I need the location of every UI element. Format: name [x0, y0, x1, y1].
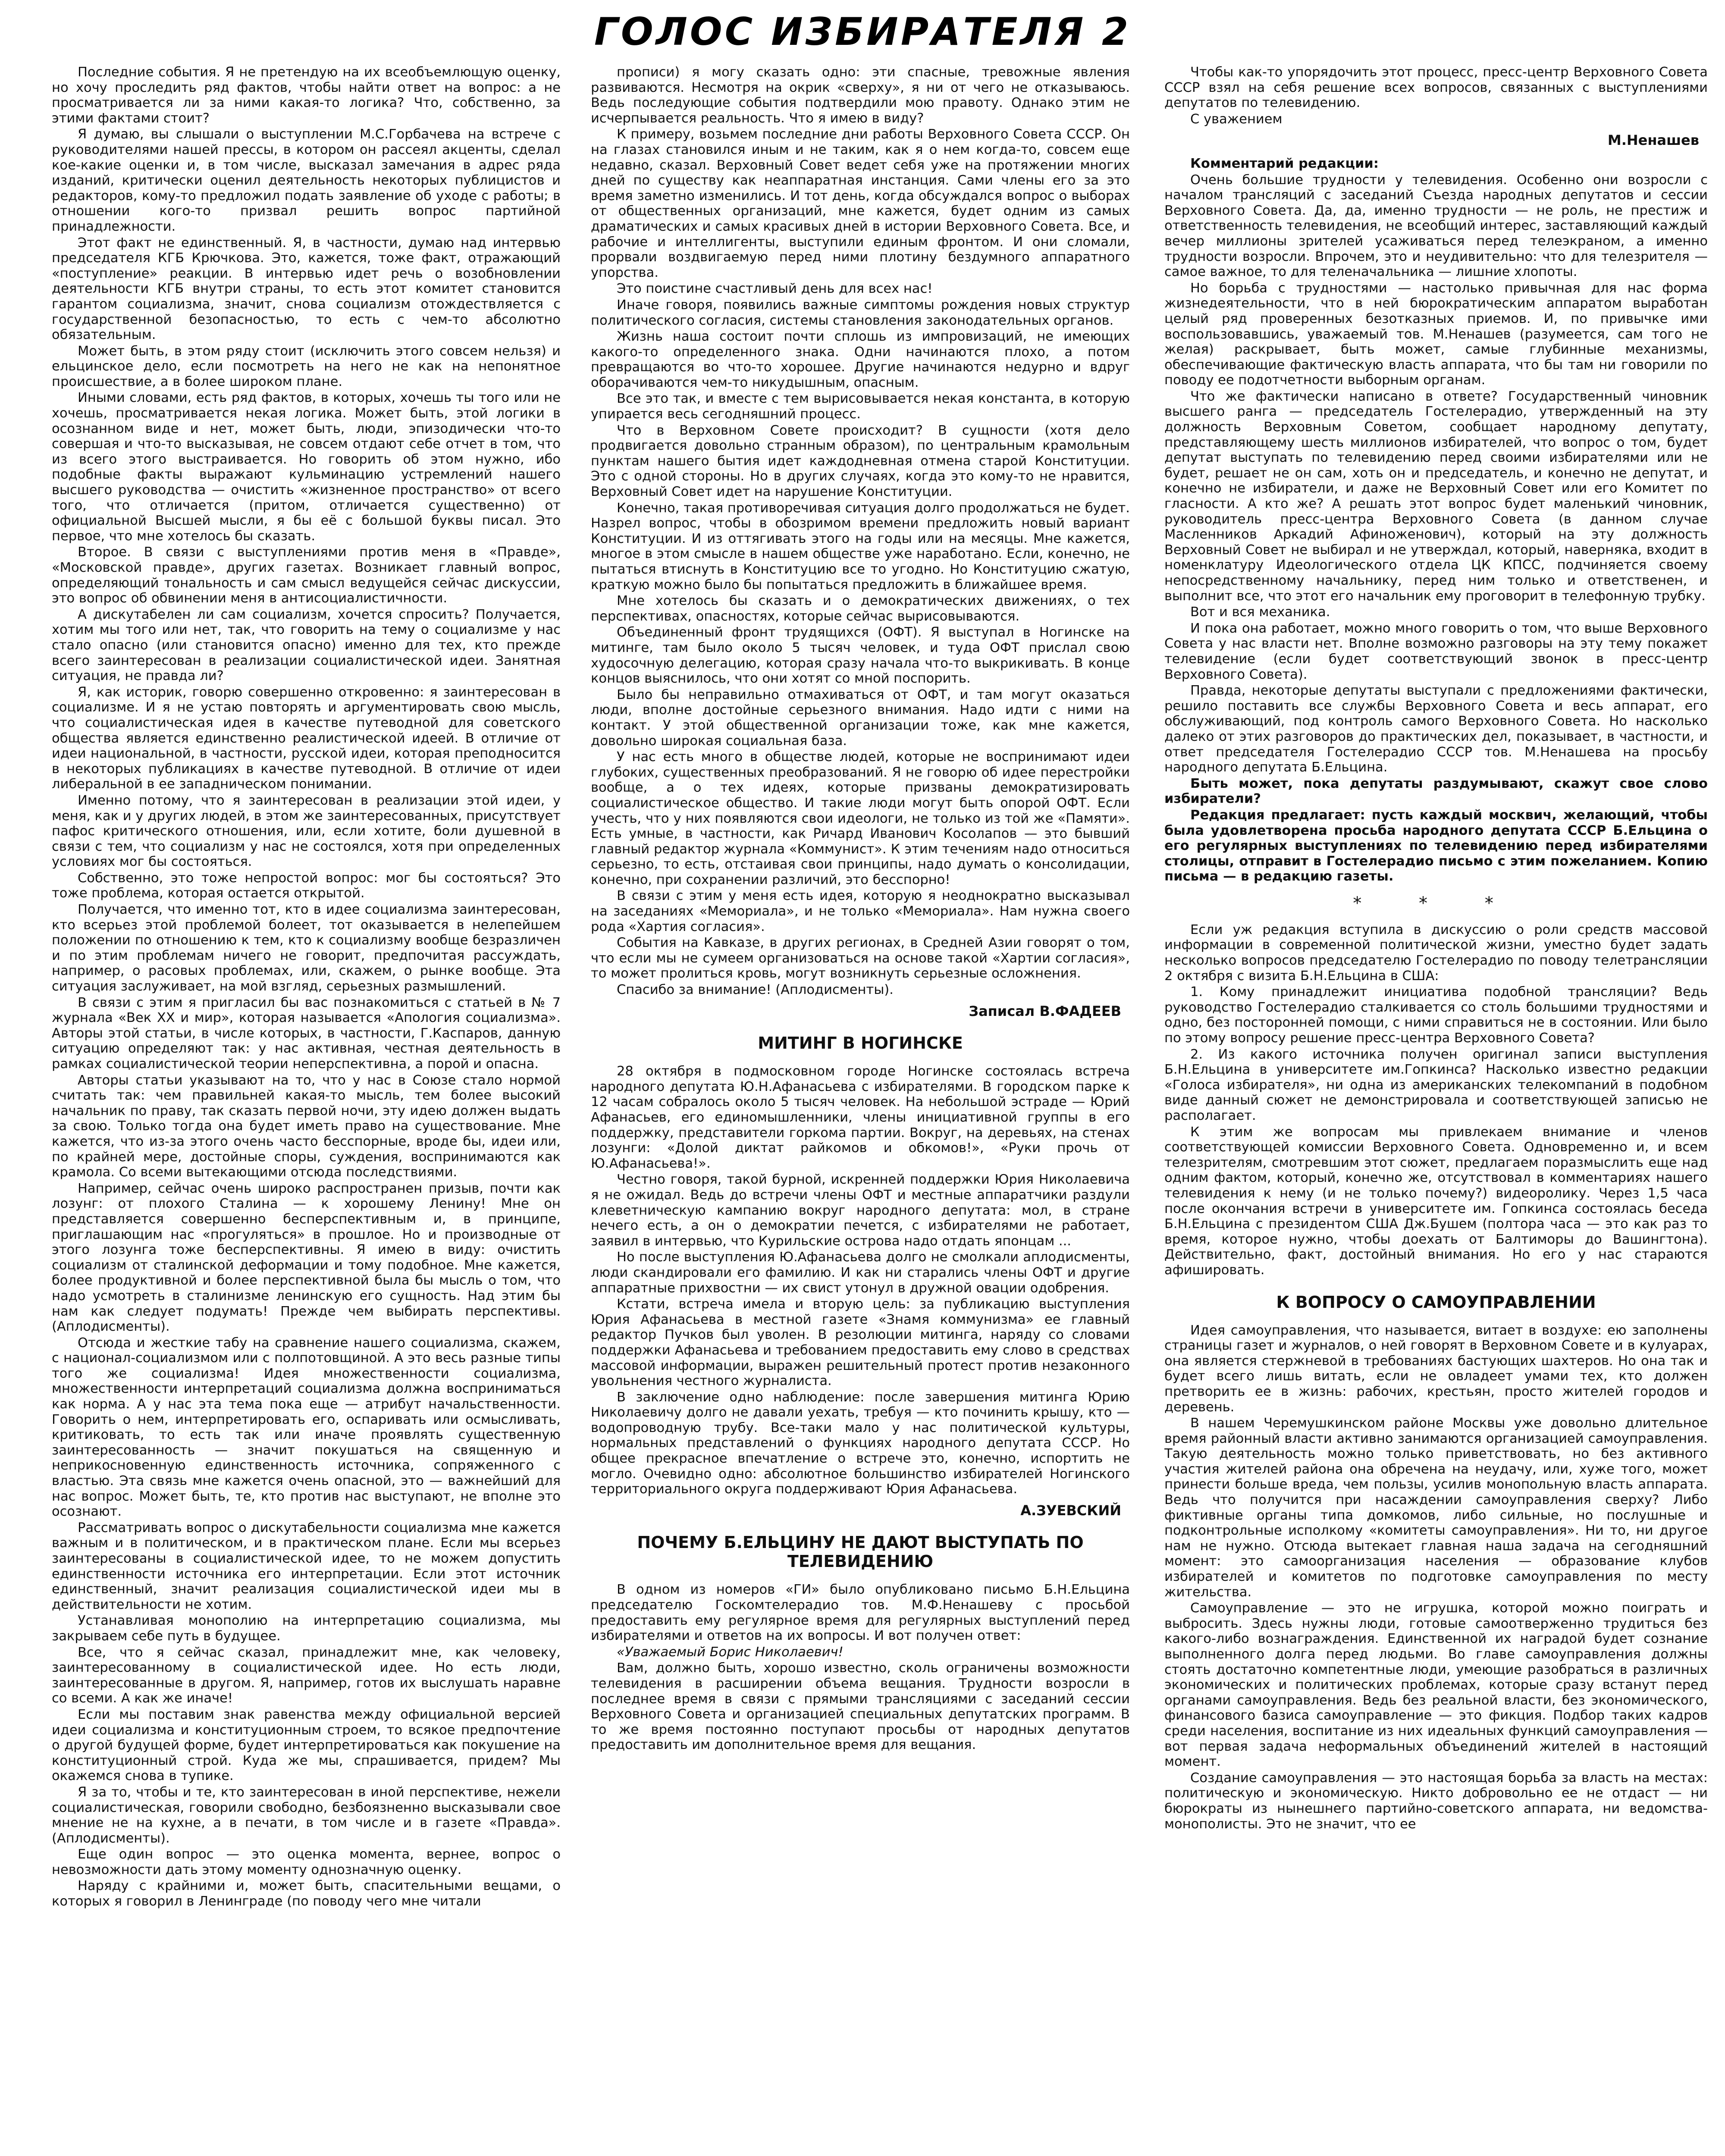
- article-paragraph: Спасибо за внимание! (Аплодисменты).: [617, 982, 894, 998]
- article-paragraph: Авторы статьи указывают на то, что у нас в Союзе стало нормой считать так: чем правильней какая-то мысль, тем более высокий начальник по праву, так сказать первой ночи, эту идею должен выдать за свою. Только тогда она будет иметь право на существование. Мне кажется, что из-за этого очень часто бесспорные, вроде бы, идеи или, по крайней мере, достойные споры, суждения, воспринимаются как крамола. Со всеми вытекающими отсюда последствиями.: [52, 1072, 561, 1180]
- article-paragraph: Честно говоря, такой бурной, искренней поддержки Юрия Николаевича я не ожидал. Ведь до встречи члены ОФТ и местные аппаратчики раздули клеветническую кампанию вокруг народного депутата: мол, в стране нечего есть, а он о демократии печется, с избирателями не работает, заявил в интервью, что Курильские острова надо отдать японцам ...: [591, 1172, 1130, 1249]
- article-paragraph: Именно потому, что я заинтересован в реализации этой идеи, у меня, как и у других людей, в этом же заинтересованных, присутствует пафос критического отношения, или, если хотите, боли душевной в связи с тем, что социализм у нас не состоялся, хотя при определенных условиях мог бы состояться.: [52, 793, 561, 870]
- article-paragraph: Объединенный фронт трудящихся (ОФТ). Я выступал в Ногинске на митинге, там было около 5 тысяч человек, и туда ОФТ прислал свою худосочную делегацию, которая сразу начала что-то выкрикивать. В конце концов выяснилось, что они хотят со мной поспорить.: [591, 625, 1130, 686]
- article-paragraph: Мне хотелось бы сказать и о демократических движениях, о тех перспективах, опасностях, которые сейчас вырисовываются.: [591, 593, 1130, 624]
- section-title-yeltsin-tv: ПОЧЕМУ Б.ЕЛЬЦИНУ НЕ ДАЮТ ВЫСТУПАТЬ ПО ТЕЛЕВИДЕНИЮ: [637, 1533, 1084, 1571]
- section-title-self-government: К ВОПРОСУ О САМОУПРАВЛЕНИИ: [1276, 1292, 1596, 1312]
- article-signature: Записал В.ФАДЕЕВ: [969, 1003, 1121, 1019]
- letter-regards: С уважением: [1190, 111, 1283, 127]
- column-1: [52, 65, 561, 2156]
- article-paragraph: К примеру, возьмем последние дни работы Верховного Совета СССР. Он на глазах становился иным и не таким, как я о нем когда-то, совсем еще недавно, сказал. Верховный Совет ведет себя уже на протяжении многих дней по существу как неаппаратная инстанция. Сами члены его за это время заметно изменились. И тот день, когда обсуждался вопрос о выборах от общественных организаций, мне кажется, будет одним из самых драматических и самых красивых дней в истории Верховного Совета. Все, и рабочие и интеллигенты, выступили единым фронтом. И они сломали, прорвали воздвигаемую перед ними плотину бездумного аппаратного упорства.: [591, 127, 1130, 280]
- article-paragraph: Может быть, в этом ряду стоит (исключить этого совсем нельзя) и ельцинское дело, если посмотреть на него не как на непонятное происшествие, а в более широком плане.: [52, 343, 561, 389]
- article-paragraph: В заключение одно наблюдение: после завершения митинга Юрию Николаевичу долго не давали уехать, требуя — кто починить крышу, кто — водопроводную трубу. Все-таки мало у нас политической культуры, нормальных представлений о функциях народного депутата СССР. Но общее прекрасное впечатление о встрече это, конечно, испортить не могло. Очевидно одно: абсолютное большинство избирателей Ногинского территориального округа поддерживают Юрия Афанасьева.: [591, 1389, 1130, 1497]
- article-paragraph: А дискутабелен ли сам социализм, хочется спросить? Получается, хотим мы того или нет, так, что говорить на тему о социализме у нас стало опасно (или становится опасно) именно для тех, кто прежде всего заинтересован в реализации социалистической идеи. Занятная ситуация, не правда ли?: [52, 607, 561, 684]
- article-paragraph: прописи) я могу сказать одно: эти спасные, тревожные явления развиваются. Несмотря на окрик «сверху», я ни от чего не отказываюсь. Ведь последующие события подтвердили мою правоту. Однако этим не исчерпывается реальность. Что я имею в виду?: [591, 65, 1130, 126]
- article-paragraph: Конечно, такая противоречивая ситуация долго продолжаться не будет. Назрел вопрос, чтобы в обозримом времени предложить новый вариант Конституции. И из оттягивать этого на годы или на месяцы. Мне кажется, многое в этом смысле в нашем обществе уже наработано. Если, конечно, не пытаться втиснуть в Конституцию все то угодно. Но Конституцию сжатую, краткую можно было бы попытаться предложить в ближайшее время.: [591, 500, 1130, 592]
- article-paragraph: Идея самоуправления, что называется, витает в воздухе: ею заполнены страницы газет и журналов, о ней говорят в Верховном Совете и в кулуарах, она является стержневой в требованиях бастующих шахтеров. Но она так и будет всего лишь витать, если не овладеет умами тех, кто должен претворить ее в жизнь: рабочих, крестьян, просто жителей городов и деревень.: [1164, 1322, 1708, 1415]
- article-paragraph: Все это так, и вместе с тем вырисовывается некая константа, в которую упирается весь сегодняшний процесс.: [591, 391, 1130, 422]
- article-paragraph: Было бы неправильно отмахиваться от ОФТ, и там могут оказаться люди, вполне достойные серьезного внимания. Надо идти с ними на контакт. У этой общественной организации тоже, как мне кажется, довольно широкая социальная база.: [591, 687, 1130, 749]
- article-paragraph: И пока она работает, можно много говорить о том, что выше Верховного Совета у нас власти нет. Вполне возможно разговоры на эту тему покажет телевидение (если будет соответствующий звонок в пресс-центр Верховного Совета).: [1164, 620, 1708, 682]
- article-paragraph: Иными словами, есть ряд фактов, в которых, хочешь ты того или не хочешь, просматривается некая логика. Может быть, этой логики в осознанном виде и нет, может быть, люди, эпизодически что-то совершая и что-то высказывая, не совсем отдают себе отчет в том, что из всего этого выстраивается. Но говорить об этом нужно, ибо подобные факты выражают кульминацию устремлений нашего высшего руководства — очистить «жизненное пространство» от всего того, что отличается (притом, отличается существенно) от официальной Высшей мысли, я бы её с большой буквы писал. Это первое, что мне хотелось бы сказать.: [52, 390, 561, 544]
- article-paragraph: 28 октября в подмосковном городе Ногинске состоялась встреча народного депутата Ю.Н.Афанасьева с избирателями. В городском парке к 12 часам собралось около 5 тысяч человек. На небольшой эстраде — Юрий Афанасьев, его единомышленники, члены инициативной группы в его поддержку, представители горкома партии. Вокруг, на деревьях, на стенах лозунги: «Долой диктат райкомов и обкомов!», «Руки прочь от Ю.Афанасьева!».: [591, 1064, 1130, 1171]
- section-title-noginsk: МИТИНГ В НОГИНСКЕ: [758, 1034, 963, 1053]
- article-paragraph: Я, как историк, говорю совершенно откровенно: я заинтересован в социализме. И я не устаю повторять и аргументировать свою мысль, что социалистическая идея в качестве путеводной для советского общества является единственно реалистической идеей. В отличие от идеи национальной, в частности, русской идеи, которая преподносится в некоторых публикациях в качестве путеводной. В отличие от идеи либеральной в ее западническом понимании.: [52, 684, 561, 792]
- letter-signature: М.Ненашев: [1607, 132, 1699, 149]
- article-paragraph: В одном из номеров «ГИ» было опубликовано письмо Б.Н.Ельцина председателю Госкомтелерадио тов. М.Ф.Ненашеву с просьбой предоставить ему регулярное время для регулярных выступлений перед избирателями и ответов на их вопросы. И вот получен ответ:: [591, 1582, 1130, 1644]
- article-paragraph: Еще один вопрос — это оценка момента, вернее, вопрос о невозможности дать этому моменту однозначную оценку.: [52, 1847, 561, 1877]
- article-paragraph: В связи с этим у меня есть идея, которую я неоднократно высказывал на заседаниях «Мемориала», и не только «Мемориала». Нам нужна своего рода «Хартия согласия».: [591, 888, 1130, 934]
- article-paragraph: Чтобы как-то упорядочить этот процесс, пресс-центр Верховного Совета СССР взял на себя решение всех вопросов, связанных с выступлениями депутатов по телевидению.: [1164, 65, 1708, 111]
- article-paragraph: Собственно, это тоже непростой вопрос: мог бы состояться? Это тоже проблема, которая остается открытой.: [52, 870, 561, 901]
- article-paragraph: Рассматривать вопрос о дискутабельности социализма мне кажется важным и в политическом, и в практическом плане. Если мы всерьез заинтересованы в социалистической идее, то не можем допустить единственности источника его интерпретации. Если этот источник единственный, значит реализация социалистической идеи мы в действительности не хотим.: [52, 1520, 561, 1612]
- article-paragraph: События на Кавказе, в других регионах, в Средней Азии говорят о том, что если мы не сумеем организоваться на основе такой «Хартии согласия», то может пролиться кровь, могут возникнуть серьезные осложнения.: [591, 935, 1130, 981]
- article-paragraph: Например, сейчас очень широко распространен призыв, почти как лозунг: от плохого Сталина — к хорошему Ленину! Мне он представляется совершенно бесперспективным и, в принципе, приглашающим нас «прогуляться» в прошлое. Но и производные от этого лозунга тоже бесперспективны. Я имею в виду: очистить социализм от сталинской деформации и тому подобное. Мне кажется, более продуктивной и более перспективной была бы мысль о том, что надо усмотреть в сталинизме ленинскую его сущность. Над этим бы нам как следует подумать! Прежде чем выбирать перспективы. (Аплодисменты).: [52, 1181, 561, 1335]
- article-paragraph: В связи с этим я пригласил бы вас познакомиться с статьей в № 7 журнала «Век XX и мир», которая называется «Апология социализма». Авторы этой статьи, в числе которых, в частности, Г.Каспаров, данную ситуацию определяют так: у нас активная, честная деятельность в рамках социалистической теории неперспективна, а порой и опасна.: [52, 995, 561, 1072]
- article-paragraph: Жизнь наша состоит почти сплошь из импровизаций, не имеющих какого-то определенного знака. Одни начинаются плохо, а потом превращаются во что-то хорошее. Другие начинаются недурно и вдруг оборачиваются чем-то никудышным, опасным.: [591, 329, 1130, 390]
- article-paragraph: К этим же вопросам мы привлекаем внимание и членов соответствующей комиссии Верховного Совета. Одновременно и, и всем телезрителям, смотревшим этот сюжет, предлагаем поразмыслить еще над одним фактом, который, конечно же, отсутствовал в комментариях нашего телевидения к нему (и не только почему?) видеоролику. Через 1,5 часа после окончания встречи в университете им. Гопкинса состоялась беседа Б.Н.Ельцина с президентом США Дж.Бушем (полтора часа — это как раз то время, которое нужно, чтобы доехать от Балтиморы до Вашингтона). Действительно, факт, достойный внимания. Но его у нас стараются афишировать.: [1164, 1124, 1708, 1278]
- article-paragraph: Вам, должно быть, хорошо известно, сколь ограничены возможности телевидения в расширении объема вещания. Трудности возросли в последнее время в связи с прямыми трансляциями с заседаний сессии Верховного Совета и организацией специальных депутатских программ. В то же время постоянно поступают просьбы от народных депутатов предоставить им дополнительное время для вещания.: [591, 1661, 1130, 1753]
- article-paragraph: 2. Из какого источника получен оригинал записи выступления Б.Н.Ельцина в университете им.Гопкинса? Насколько известно редакции «Голоса избирателя», ни одна из американских телекомпаний в подобном виде данный сюжет не демонстрировала и соответствующей записью не располагает.: [1164, 1047, 1708, 1123]
- article-paragraph: Очень большие трудности у телевидения. Особенно они возросли с началом трансляций с заседаний Съезда народных депутатов и сессии Верховного Совета. Да, да, именно трудности — не роль, не престиж и ответственность телевидения, не всеобщий интерес, заставляющий каждый вечер миллионы зрителей усаживаться перед телеэкраном, а именно трудности возросли. Впрочем, это и неудивительно: что для телезрителя — самое важное, то для теленачальника — лишние хлопоты.: [1164, 172, 1708, 280]
- article-paragraph: Получается, что именно тот, кто в идее социализма заинтересован, кто всерьез этой проблемой болеет, тот оказывается в нелепейшем положении по отношению к тем, кто к социализму вообще безразличен и по этим проблемам ничего не говорит, предпочитая рассуждать, например, о расовых проблемах, или, скажем, о рынке вообще. Эта ситуация заслуживает, на мой взгляд, серьезных размышлений.: [52, 902, 561, 994]
- article-paragraph: Второе. В связи с выступлениями против меня в «Правде», «Московской правде», других газетах. Возникает главный вопрос, определяющий тональность и сам смысл ведущейся сейчас дискуссии, это вопрос об обвинении меня в антисоциалистичности.: [52, 545, 561, 606]
- article-paragraph: Но борьба с трудностями — настолько привычная для нас форма жизнедеятельности, что в ней бюрократическим аппаратом выработан целый ряд проверенных безотказных приемов. И, по привычке ими воспользовавшись, уважаемый тов. М.Ненашев (разумеется, сам того не желая) раскрывает, быть может, самые глубинные механизмы, обеспечивающие фактическую власть аппарата, что бы там ни говорили по поводу ее подотчетности выборным органам.: [1164, 280, 1708, 388]
- article-paragraph: Этот факт не единственный. Я, в частности, думаю над интервью председателя КГБ Крючкова. Это, кажется, тоже факт, отражающий «поступление» реакции. В интервью идет речь о возобновлении деятельности КГБ внутри страны, то есть этот комитет становится гарантом социализма, значит, снова социализм отождествляется с государственной безопасностью, то есть с чем-то абсолютно обязательным.: [52, 235, 561, 343]
- article-paragraph: Все, что я сейчас сказал, принадлежит мне, как человеку, заинтересованному в социалистической идее. Но есть люди, заинтересованные в другом. Я, например, готов их выслушать наравне со всеми. А как же иначе!: [52, 1645, 561, 1706]
- article-paragraph: Отсюда и жесткие табу на сравнение нашего социализма, скажем, с национал-социализмом или с полпотовщиной. А это весь разные типы того же социализма! Идея множественности социализма, множественности интерпретаций социализма должна восприниматься как норма. А у нас эта тема пока еще — атрибут начальственности. Говорить о нем, интерпретировать его, оспаривать или осмысливать, критиковать, то есть так или иначе проявлять существенную заинтересованность — значит покушаться на священную и неприкосновенную единственность источника, сопряженного с властью. Эта связь мне кажется очень опасной, это — важнейший для нас вопрос. Может быть, те, кто против нас выступают, не вполне это осознают.: [52, 1335, 561, 1520]
- article-paragraph: Что в Верховном Совете происходит? В сущности (хотя дело продвигается довольно странным образом), по центральным крамольным пунктам нашего бытия идет каждодневная отмена старой Конституции. Это с одной стороны. Но в других случаях, когда это кому-то не нравится, Верховный Совет идет на нарушение Конституции.: [591, 423, 1130, 500]
- article-paragraph: Я думаю, вы слышали о выступлении М.С.Горбачева на встрече с руководителями нашей прессы, в котором он рассеял акценты, сделал кое-какие оценки и, в том числе, высказал замечания в адрес ряда изданий, критически оценил деятельность некоторых публицистов и редакторов, кому-то предложил подать заявление об уходе с работы; в отношении кого-то призвал решить вопрос партийной принадлежности.: [52, 127, 561, 234]
- column-2: [591, 65, 1130, 2156]
- column-3: [1164, 65, 1708, 2156]
- article-paragraph: Если мы поставим знак равенства между официальной версией идеи социализма и конституционным строем, то всякое предпочтение о другой будущей форме, будет интерпретироваться как покушение на конституционный строй. Куда же мы, спрашивается, придем? Мы окажемся снова в тупике.: [52, 1707, 561, 1784]
- article-paragraph: Но после выступления Ю.Афанасьева долго не смолкали аплодисменты, люди скандировали его фамилию. И как ни старались члены ОФТ и другие аппаратные прихвостни — их свист утонул в дружной овации одобрения.: [591, 1250, 1130, 1296]
- article-paragraph: Правда, некоторые депутаты выступали с предложениями фактически, решило поставить все службы Верховного Совета и весь аппарат, его обслуживающий, под контроль самого Верховного Совета. Но насколько далеко от этих разговоров до практических дел, показывает, в частности, и ответ председателя Гостелерадио СССР тов. М.Ненашева на просьбу народного депутата Б.Ельцина.: [1164, 683, 1708, 775]
- article-paragraph: Быть может, пока депутаты раздумывают, скажут свое слово избиратели?: [1164, 776, 1708, 807]
- article-paragraph: Самоуправление — это не игрушка, которой можно поиграть и выбросить. Здесь нужны люди, готовые самоотверженно трудиться без какого-либо вознаграждения. Единственной их наградой будет сознание выполненного долга перед людьми. Во главе самоуправления должны стоять достаточно компетентные люди, умеющие разобраться в различных экономических и политических проблемах, которые сразу встанут перед органами самоуправления. Ведь без реальной власти, без экономического, финансового базиса самоуправление — это фикция. Подбор таких кадров среди населения, воспитание из них идеальных функций самоуправления — вот первая задача неформальных объединений жителей в настоящий момент.: [1164, 1601, 1708, 1770]
- article-paragraph: Что же фактически написано в ответе? Государственный чиновник высшего ранга — председатель Гостелерадио, утвержденный на эту должность Верховным Советом, сообщает народному депутату, представляющему шесть миллионов избирателей, что вопрос о том, будет депутат выступать по телевидению перед своими избирателями или не будет, решает не он сам, хоть он и председатель, и конечно не депутат, и конечно не избиратели, и даже не Верховный Совет или его Комитет по гласности. А кто же? А решать этот вопрос будет маленький чиновник, руководитель пресс-центра Верховного Совета (в данном случае Масленников Аркадий Афиноженович), который на эту должность Верховный Совет не выбирал и не утверждал, который, наверняка, входит в номенклатуру Идеологического отдела ЦК КПСС, подчиняется своему непосредственному начальнику, перед ним только и ответственен, и выполнит все, что этот его начальник ему проговорит в телефонную трубку.: [1164, 389, 1708, 604]
- article-signature: А.ЗУЕВСКИЙ: [1020, 1502, 1121, 1519]
- article-paragraph: Я за то, чтобы и те, кто заинтересован в иной перспективе, нежели социалистическая, говорили свободно, безбоязненно высказывали свое мнение не на кухне, а в печати, в том числе и в газете «Правда». (Аплодисменты).: [52, 1784, 561, 1846]
- article-paragraph: У нас есть много в обществе людей, которые не воспринимают идеи глубоких, существенных преобразований. Я не говорю об идее перестройки вообще, а о тех идеях, которые призваны демократизировать социалистическое общество. И такие люди могут быть опорой ОФТ. Если учесть, что у них появляются свои идеологи, не только из той же «Памяти». Есть умные, в частности, как Ричард Иванович Косолапов — это бывший главный редактор журнала «Коммунист». К этим течениям надо относиться серьезно, то есть, отстаивая свои принципы, надо думать о консолидации, конечно, при сохранении различий, это бесспорно!: [591, 749, 1130, 887]
- article-paragraph: Иначе говоря, появились важные симптомы рождения новых структур политического согласия, системы становления законодательных органов.: [591, 297, 1130, 328]
- section-separator: * * *: [1353, 893, 1519, 913]
- article-paragraph: Редакция предлагает: пусть каждый москвич, желающий, чтобы была удовлетворена просьба народного депутата СССР Б.Ельцина о его регулярных выступлениях по телевидению перед избирателями столицы, отправит в Гостелерадио письмо с этим пожеланием. Копию письма — в редакцию газеты.: [1164, 807, 1708, 884]
- article-paragraph: Это поистине счастливый день для всех нас!: [617, 281, 933, 297]
- article-paragraph: Кстати, встреча имела и вторую цель: за публикацию выступления Юрия Афанасьева в местной газете «Знамя коммунизма» ее главный редактор Пучков был уволен. В резолюции митинга, наряду со словами поддержки Афанасьева и требованием предоставить ему слово в средствах массовой информации, выражен решительный протест против незаконного увольнения честного журналиста.: [591, 1297, 1130, 1389]
- editorial-comment-heading: Комментарий редакции:: [1190, 156, 1379, 171]
- article-paragraph: Последние события. Я не претендую на их всеобъемлющую оценку, но хочу проследить ряд фактов, чтобы найти ответ на вопрос: а не просматривается ли за ними какая-то логика? Что, собственно, за этими фактами стоит?: [52, 65, 561, 126]
- masthead: [0, 0, 1725, 65]
- article-paragraph: Если уж редакция вступила в дискуссию о роли средств массовой информации в современной политической жизни, уместно будет задать несколько вопросов председателю Гостелерадио по поводу телетрансляции 2 октября с визита Б.Н.Ельцина в США:: [1164, 922, 1708, 984]
- article-paragraph: В нашем Черемушкинском районе Москвы уже довольно длительное время районный власти активно занимаются организацией самоуправления. Такую деятельность можно только приветствовать, но без активного участия жителей района она обречена на неудачу, или, хуже того, может принести больше вреда, чем пользы, усилив монопольную власть аппарата. Ведь что получится при насаждении самоуправления сверху? Либо фиктивные органы типа домкомов, либо сильные, но послушные и подконтрольные исполкому «комитеты самоуправления». Ни то, ни другое нам не нужно. Отсюда вытекает главная наша задача на сегодняшний момент: это самоорганизация населения — образование клубов избирателей и комитетов по подготовке самоуправления по месту жительства.: [1164, 1416, 1708, 1600]
- article-paragraph: Устанавливая монополию на интерпретацию социализма, мы закрываем себе путь в будущее.: [52, 1613, 561, 1644]
- article-paragraph: Создание самоуправления — это настоящая борьба за власть на местах: политическую и экономическую. Никто добровольно ее не отдаст — ни бюрократы из нынешнего партийно-советского аппарата, ни ведомства-монополисты. Это не значит, что ее: [1164, 1770, 1708, 1832]
- article-paragraph: Наряду с крайними и, может быть, спасительными вещами, о которых я говорил в Ленинграде (по поводу чего мне читали: [52, 1878, 561, 1909]
- article-paragraph: Вот и вся механика.: [1190, 605, 1330, 620]
- page-title: ГОЛОС ИЗБИРАТЕЛЯ 2: [594, 9, 1131, 54]
- article-paragraph: 1. Кому принадлежит инициатива подобной трансляции? Ведь руководство Гостелерадио сталкивается со столь большими трудностями и одно, без посторонней помощи, с ними справиться не в состоянии. Или было по этому вопросу решение пресс-центра Верховного Совета?: [1164, 984, 1708, 1046]
- letter-greeting: «Уважаемый Борис Николаевич!: [617, 1644, 844, 1660]
